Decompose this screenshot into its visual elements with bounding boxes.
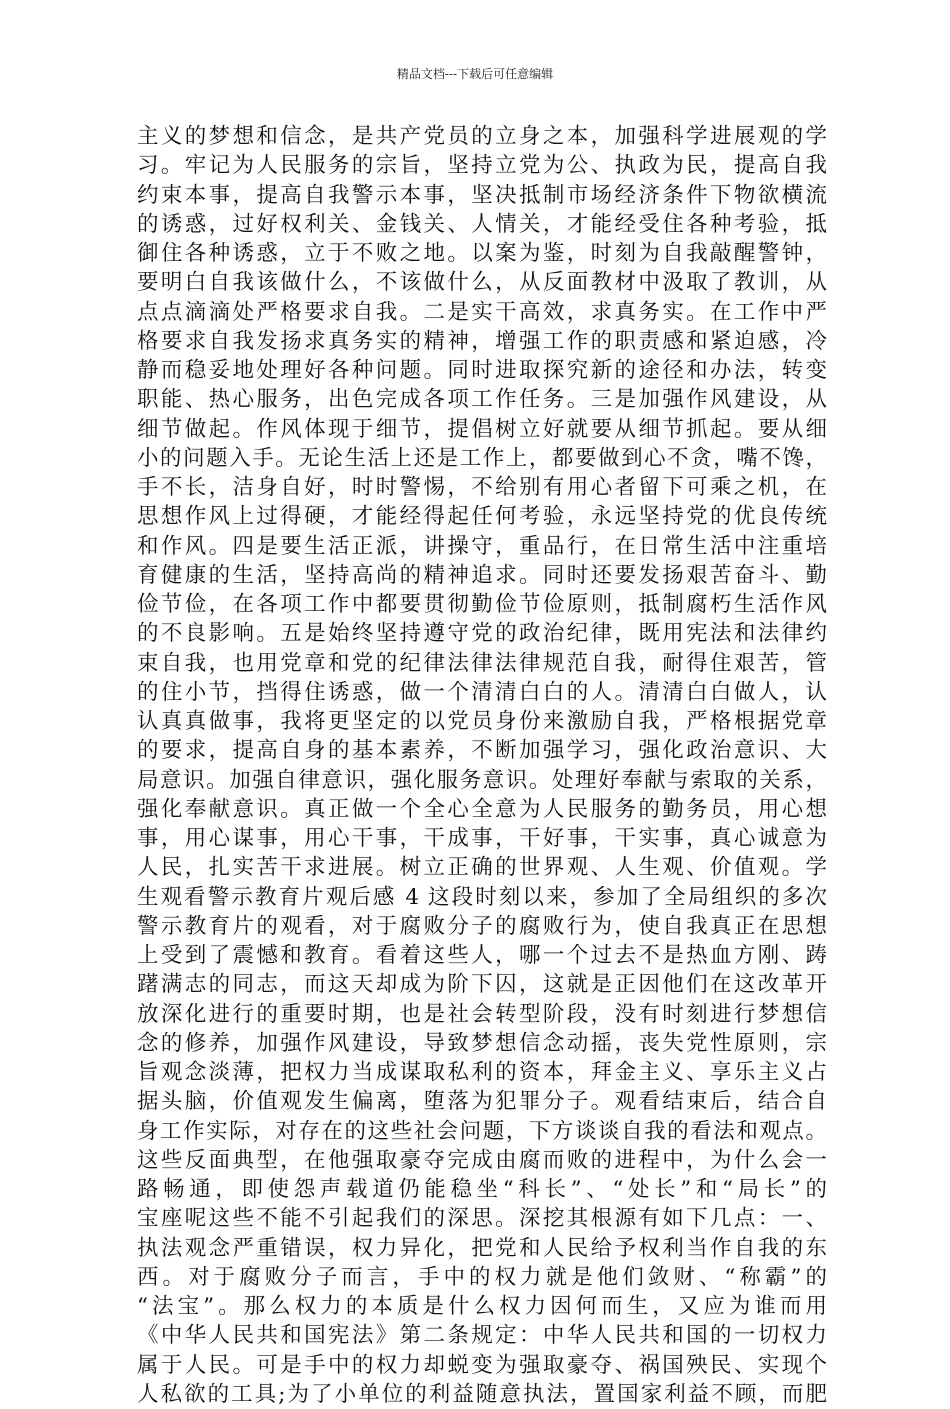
body-line: 路畅通，即使怨声载道仍能稳坐“科长”、“处长”和“局长”的 xyxy=(137,1177,827,1202)
body-line: 思想作风上过得硬，才能经得起任何考验，永远坚持党的优良传统 xyxy=(137,504,827,530)
document-body xyxy=(137,122,827,1409)
body-line: 职能、热心服务，出色完成各项工作任务。三是加强作风建设，从 xyxy=(137,387,827,413)
body-line: “法宝”。那么权力的本质是什么权力因何而生，又应为谁而用 xyxy=(137,1294,827,1319)
body-line: 俭节俭，在各项工作中都要贯彻勤俭节俭原则，抵制腐朽生活作风 xyxy=(137,592,827,617)
body-line: 习。牢记为人民服务的宗旨，坚持立党为公、执政为民，提高自我 xyxy=(137,153,827,179)
body-line: 属于人民。可是手中的权力却蜕变为强取豪夺、祸国殃民、实现个 xyxy=(137,1352,827,1378)
body-line: 御住各种诱惑，立于不败之地。以案为鉴，时刻为自我敲醒警钟， xyxy=(137,241,827,266)
body-line: 点点滴滴处严格要求自我。二是实干高效，求真务实。在工作中严 xyxy=(137,299,827,325)
body-line: 局意识。加强自律意识，强化服务意识。处理好奉献与索取的关系， xyxy=(137,767,827,793)
body-line: 要明白自我该做什么，不该做什么，从反面教材中汲取了教训，从 xyxy=(137,270,827,296)
body-line: 强化奉献意识。真正做一个全心全意为人民服务的勤务员，用心想 xyxy=(137,796,827,822)
body-line: 小的问题入手。无论生活上还是工作上，都要做到心不贪，嘴不馋， xyxy=(137,445,827,471)
body-line: 事，用心谋事，用心干事，干成事，干好事，干实事，真心诚意为 xyxy=(137,826,827,851)
body-line: 念的修养，加强作风建设，导致梦想信念动摇，丧失党性原则，宗 xyxy=(137,1030,827,1056)
body-line: 旨观念淡薄，把权力当成谋取私利的资本，拜金主义、享乐主义占 xyxy=(137,1060,827,1085)
body-line: 警示教育片的观看，对于腐败分子的腐败行为，使自我真正在思想 xyxy=(137,913,827,939)
body-line: 静而稳妥地处理好各种问题。同时进取探究新的途径和办法，转变 xyxy=(137,358,827,383)
body-line: 束自我，也用党章和党的纪律法律法律规范自我，耐得住艰苦，管 xyxy=(137,650,827,676)
body-line: 的诱惑，过好权利关、金钱关、人情关，才能经受住各种考验，抵 xyxy=(137,211,827,237)
body-line: 据头脑，价值观发生偏离，堕落为犯罪分子。观看结束后，结合自 xyxy=(137,1089,827,1115)
body-line: 宝座呢这些不能不引起我们的深思。深挖其根源有如下几点：一、 xyxy=(137,1206,827,1232)
body-line: 躇满志的同志，而这天却成为阶下囚，这就是正因他们在这改革开 xyxy=(137,972,827,998)
page-header: 精品文档---下载后可任意编辑 xyxy=(396,67,554,81)
body-line: 约束本事，提高自我警示本事，坚决抵制市场经济条件下物欲横流 xyxy=(137,182,827,208)
body-line: 人私欲的工具;为了小单位的利益随意执法，置国家利益不顾，而肥 xyxy=(137,1381,827,1407)
body-line: 放深化进行的重要时期，也是社会转型阶段，没有时刻进行梦想信 xyxy=(137,1001,827,1027)
body-line: 人民，扎实苦干求进展。树立正确的世界观、人生观、价值观。学 xyxy=(137,855,827,881)
body-line: 手不长，洁身自好，时时警惕，不给别有用心者留下可乘之机，在 xyxy=(137,475,827,500)
body-line: 上受到了震憾和教育。看着这些人，哪一个过去不是热血方刚、踌 xyxy=(137,943,827,968)
body-line: 生观看警示教育片观后感 4 这段时刻以来，参加了全局组织的多次 xyxy=(137,884,827,910)
body-line: 主义的梦想和信念，是共产党员的立身之本，加强科学进展观的学 xyxy=(137,124,827,149)
body-line: 认真真做事，我将更坚定的以党员身份来激励自我，严格根据党章 xyxy=(137,709,827,734)
body-line: 的住小节，挡得住诱惑，做一个清清白白的人。清清白白做人，认 xyxy=(137,679,827,705)
body-line: 西。对于腐败分子而言，手中的权力就是他们敛财、“称霸”的 xyxy=(137,1264,827,1290)
body-line: 执法观念严重错误，权力异化，把党和人民给予权利当作自我的东 xyxy=(137,1235,827,1261)
body-line: 格要求自我发扬求真务实的精神，增强工作的职责感和紧迫感，冷 xyxy=(137,328,827,354)
body-line: 的不良影响。五是始终坚持遵守党的政治纪律，既用宪法和法律约 xyxy=(137,621,827,647)
body-line: 育健康的生活，坚持高尚的精神追求。同时还要发扬艰苦奋斗、勤 xyxy=(137,562,827,588)
body-line: 和作风。四是要生活正派，讲操守，重品行，在日常生活中注重培 xyxy=(137,533,827,559)
body-line: 细节做起。作风体现于细节，提倡树立好就要从细节抓起。要从细 xyxy=(137,416,827,442)
body-line: 身工作实际，对存在的这些社会问题，下方谈谈自我的看法和观点。 xyxy=(137,1118,827,1144)
body-line: 这些反面典型，在他强取豪夺完成由腐而败的进程中，为什么会一 xyxy=(137,1147,827,1173)
body-line: 《中华人民共和国宪法》第二条规定：中华人民共和国的一切权力 xyxy=(137,1323,827,1349)
body-line: 的要求，提高自身的基本素养，不断加强学习，强化政治意识、大 xyxy=(137,738,827,764)
